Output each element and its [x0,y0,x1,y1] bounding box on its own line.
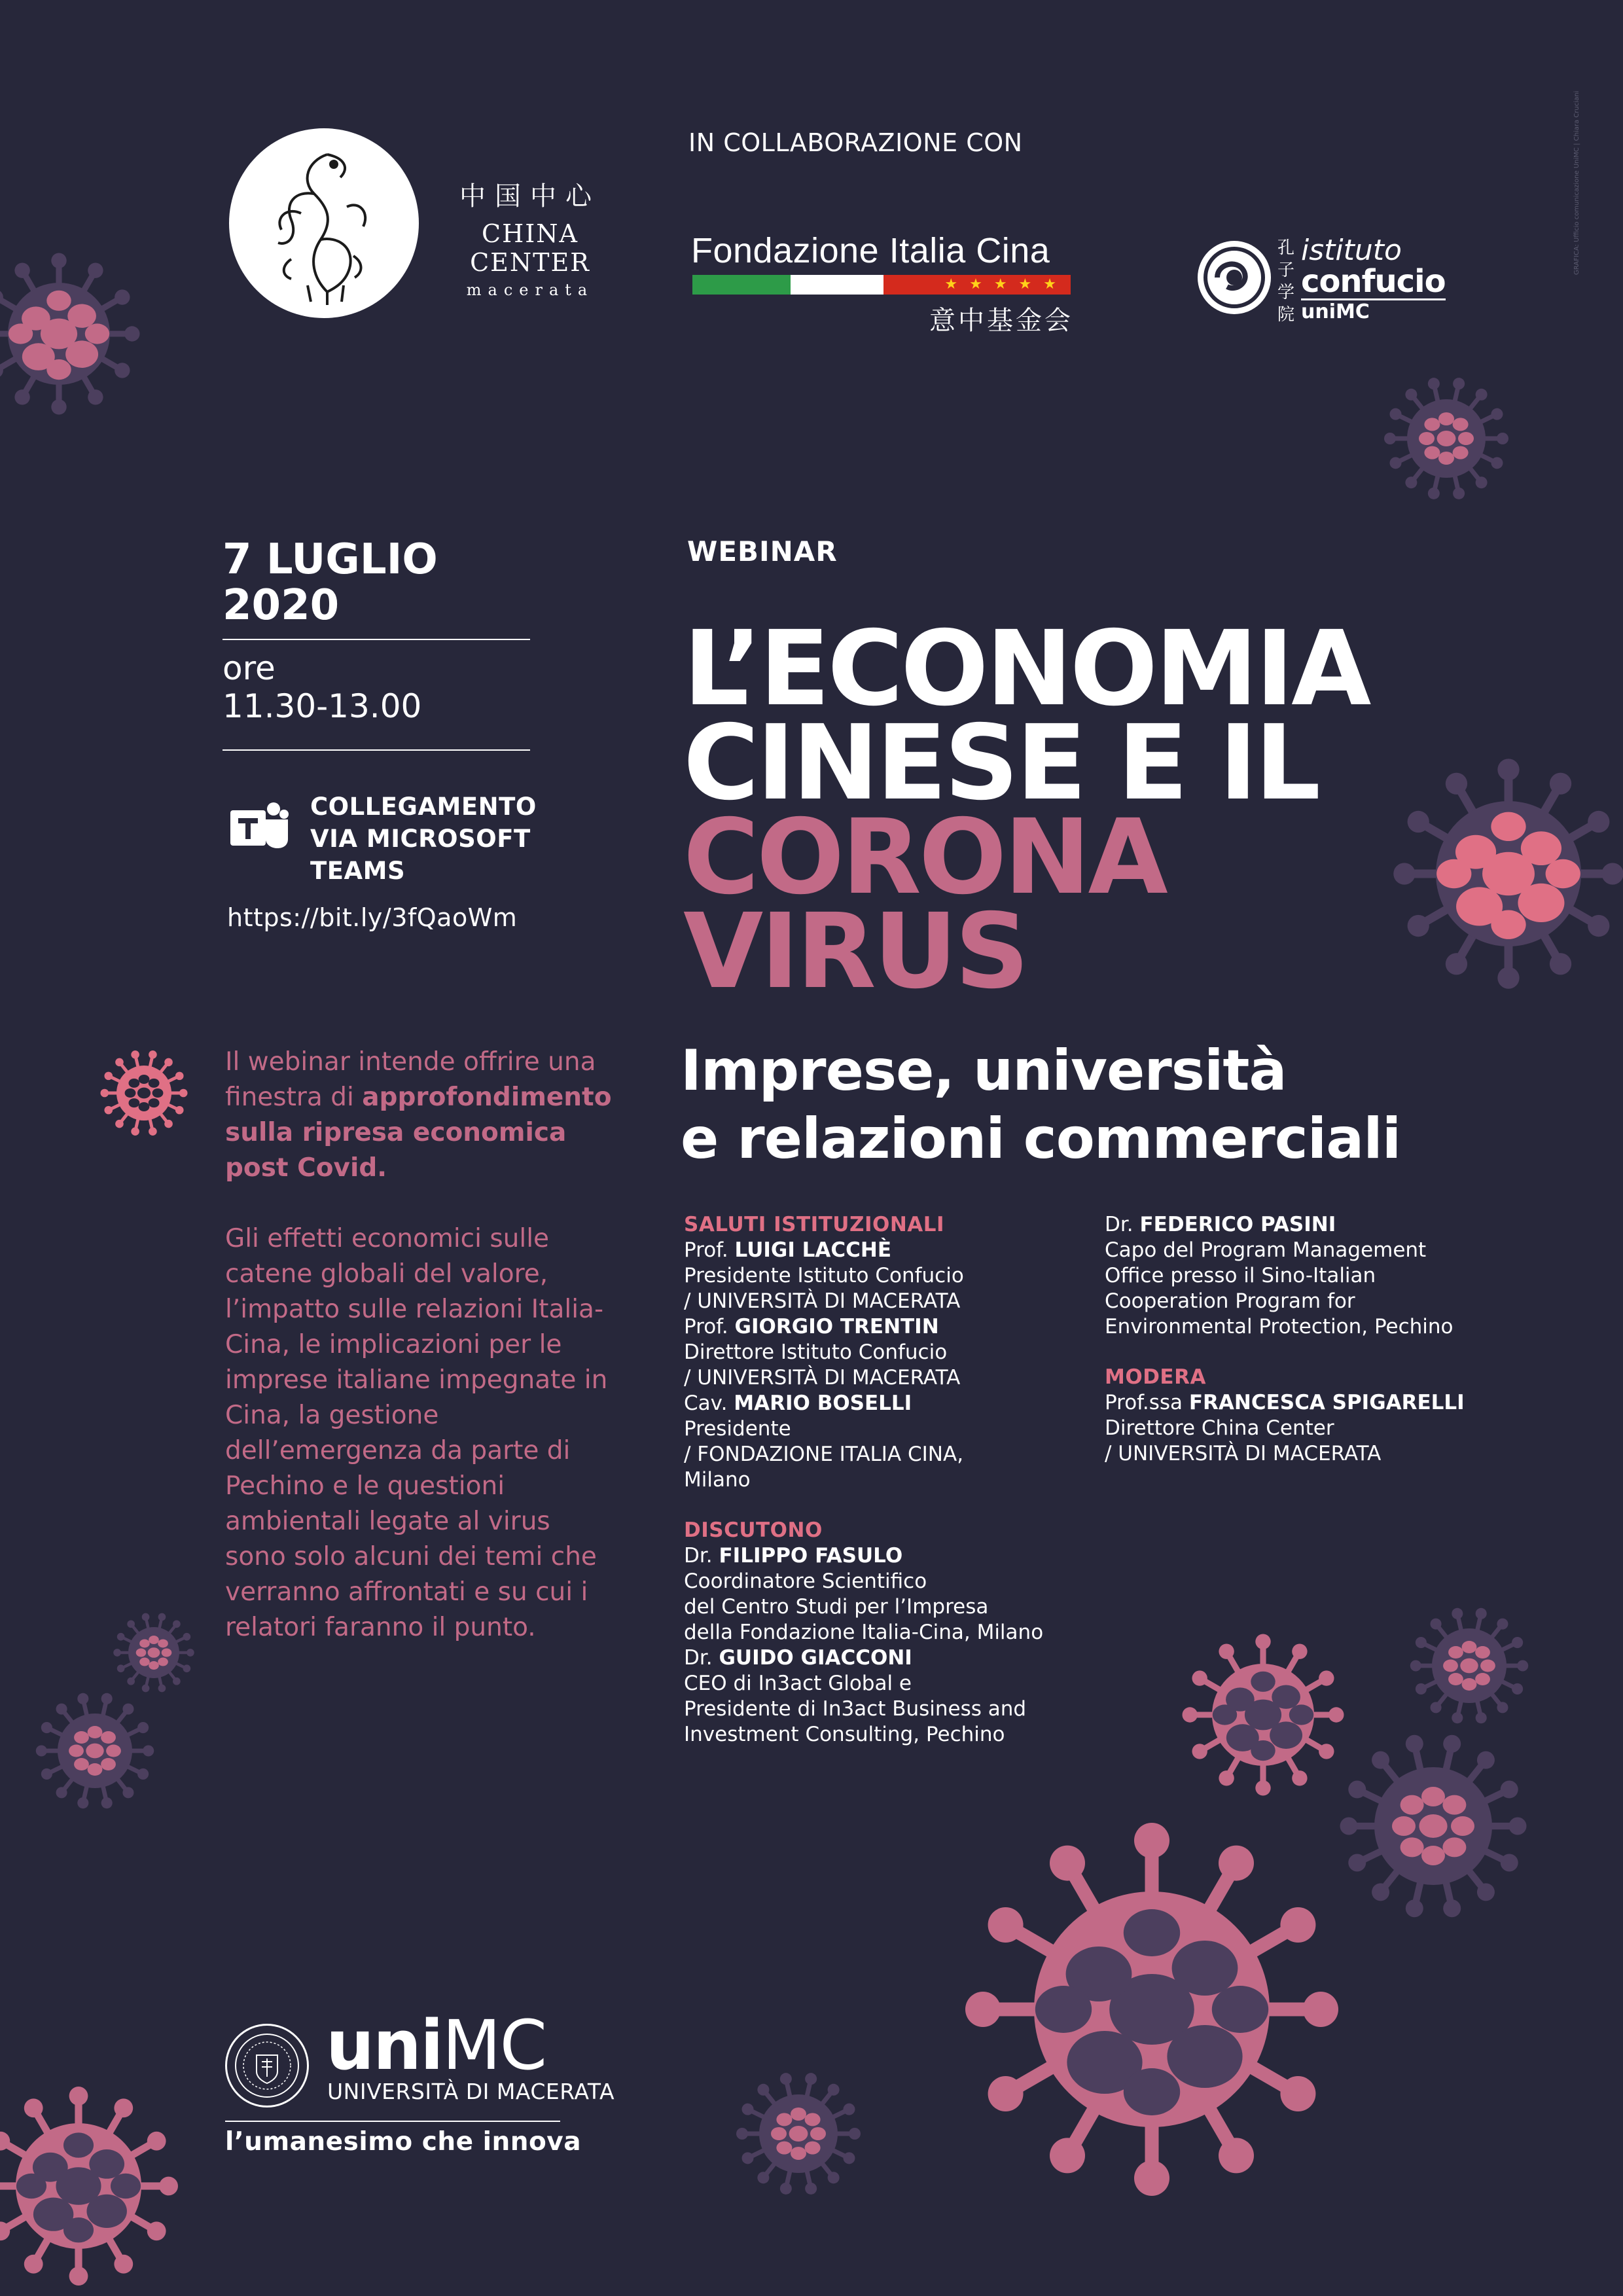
speaker-title: Prof.ssa [1105,1391,1189,1414]
intro-p1-highlight: approfondimento sulla ripresa economica post Covid. [225,1083,612,1183]
china-center-name: CHINA CENTER [470,219,590,277]
virus-decoration-icon [0,249,144,422]
speaker-role: CEO di In3act Global e [684,1672,912,1695]
unimc-bold: uni [326,2005,442,2085]
speaker-title: Cav. [684,1391,734,1415]
phoenix-icon [229,128,419,318]
speaker-boselli: MARIO BOSELLI [734,1391,912,1415]
intro-paragraph-2: Gli effetti economici sulle catene globali del valore, l’impatto sulle relazioni Italia-Cina, le implicazioni per le imprese italiane impegnate in Cina, la gestione dell’emergenza da parte di Pechino e le questioni ambientali legate al virus sono solo alcuni dei temi che verranno affrontati e su cui i relatori faranno il punto. [225,1224,608,1642]
speaker-role: Direttore China Center [1105,1416,1334,1440]
intro-text [225,1045,618,1681]
unimc-name: UNIVERSITÀ DI MACERATA [327,2079,615,2104]
confucio-line1: istituto [1301,234,1402,267]
unimc-light: MC [442,2005,546,2085]
event-time-label: ore [223,649,276,687]
event-date [223,537,438,628]
speaker-role: Milano [684,1468,751,1492]
virus-decoration-icon [98,1047,190,1141]
china-center-cn: 中国中心 [459,181,601,211]
virus-decoration-icon [1407,1604,1531,1731]
speaker-role: / UNIVERSITÀ DI MACERATA [684,1289,961,1313]
confucio-line3: uniMC [1301,300,1370,323]
divider [225,2121,560,2122]
speaker-role: del Centro Studi per l’Impresa [684,1595,989,1619]
subtitle [681,1037,1400,1173]
speaker-role: della Fondazione Italia-Cina, Milano [684,1621,1044,1644]
teams-label-line2: VIA MICROSOFT [310,825,531,853]
speaker-spigarelli: FRANCESCA SPIGARELLI [1188,1391,1465,1414]
speaker-name [684,1238,1063,1263]
speaker-title: Dr. [684,1646,719,1670]
speaker-name [1105,1390,1497,1416]
divider [223,639,530,640]
confucio-wordmark [1301,236,1446,324]
china-center-logo [229,128,419,318]
speaker-role: / UNIVERSITÀ DI MACERATA [1105,1442,1382,1465]
subtitle-line-2: e relazioni commerciali [681,1106,1401,1172]
intro-p1-text: Il webinar intende offrire una finestra di [225,1047,596,1112]
microsoft-teams-icon [230,800,289,853]
speaker-role: Cooperation Program for [1105,1289,1355,1313]
fondazione-name: Fondazione Italia Cina [691,231,1050,270]
virus-decoration-icon [0,2081,183,2293]
pasini-block [1105,1212,1497,1340]
speaker-role: Direttore Istituto Confucio [684,1340,948,1364]
virus-decoration-icon [733,2068,864,2202]
event-time-value: 11.30-13.00 [223,687,422,725]
webinar-link[interactable]: https://bit.ly/3fQaoWm [227,903,518,932]
speaker-title: Dr. [684,1544,719,1568]
speaker-role: Environmental Protection, Pechino [1105,1315,1454,1338]
confucio-cn: 孔子学院 [1277,238,1294,325]
virus-decoration-icon [1381,373,1512,507]
speaker-giacconi: GUIDO GIACCONI [719,1646,912,1670]
speaker-title: Prof. [684,1238,735,1262]
speaker-role: Office presso il Sino-Italian [1105,1264,1376,1287]
event-date-year: 2020 [223,581,340,630]
title-line-4: VIRUS [683,891,1027,1012]
modera-heading: MODERA [1105,1365,1206,1389]
china-center-wordmark [425,175,635,299]
speaker-role: Coordinatore Scientifico [684,1570,927,1593]
confucio-line2: confucio [1301,263,1446,300]
speaker-role: / UNIVERSITÀ DI MACERATA [684,1366,961,1390]
speaker-role: Investment Consulting, Pechino [684,1723,1005,1746]
title-line-2: CINESE E IL [683,703,1319,823]
speaker-role: Presidente [684,1417,791,1441]
confucio-logo [1198,241,1271,314]
virus-decoration-icon [955,1813,1348,2208]
speaker-name [684,1645,1063,1671]
speaker-name [684,1391,1063,1416]
unimc-motto: l’umanesimo che innova [225,2127,582,2157]
speaker-lacche: LUIGI LACCHÈ [734,1238,892,1262]
webinar-kicker: WEBINAR [687,535,838,567]
event-time [223,649,421,725]
speaker-title: Dr. [1105,1213,1140,1236]
fondazione-cn: 意中基金会 [929,306,1073,336]
event-date-day: 7 LUGLIO [223,535,438,584]
teams-label-line1: COLLEGAMENTO [310,793,537,821]
speaker-name [684,1543,1063,1569]
title-line-3: CORONA [683,797,1166,918]
speaker-role: Presidente Istituto Confucio [684,1264,964,1287]
saluti-section [684,1212,1063,1493]
graphic-credit: GRAFICA: Ufficio comunicazione UniMC | Chiara Cruciani [1573,90,1580,275]
virus-decoration-icon [1335,1728,1531,1927]
speaker-trentin: GIORGIO TRENTIN [734,1315,939,1338]
unimc-wordmark [326,2005,546,2085]
speaker-fasulo: FILIPPO FASULO [719,1544,903,1568]
subtitle-line-1: Imprese, università [681,1038,1287,1103]
china-center-city: macerata [466,281,594,299]
modera-section [1105,1365,1497,1467]
virus-decoration-icon [111,1610,196,1698]
unimc-seal-icon [225,2024,309,2108]
speaker-title: Prof. [684,1315,735,1338]
teams-label-line3: TEAMS [310,857,406,885]
discutono-heading: DISCUTONO [684,1518,823,1542]
virus-decoration-icon [1178,1630,1348,1803]
discutono-section [684,1518,1063,1748]
speaker-pasini: FEDERICO PASINI [1139,1213,1336,1236]
speaker-role: Presidente di In3act Business and [684,1697,1027,1721]
fondazione-flag [692,275,1071,295]
program-column-1 [684,1212,1063,1772]
program-column-2 [1105,1212,1497,1492]
speaker-role: / FONDAZIONE ITALIA CINA, [684,1443,964,1466]
main-title [683,609,1369,1012]
collab-label: IN COLLABORAZIONE CON [688,128,1023,157]
confucio-emblem-icon [1198,241,1271,314]
intro-paragraph-1 [225,1045,618,1186]
speaker-name [684,1314,1063,1340]
speaker-role: Capo del Program Management [1105,1238,1427,1262]
virus-decoration-icon [1387,753,1623,997]
virus-decoration-icon [33,1689,157,1816]
teams-label [310,791,537,887]
saluti-heading: SALUTI ISTITUZIONALI [684,1213,945,1236]
fondazione-stars: ★★★★★ [883,275,1071,295]
speaker-name [1105,1212,1497,1238]
title-line-1: L’ECONOMIA [683,609,1369,729]
divider [223,749,530,751]
